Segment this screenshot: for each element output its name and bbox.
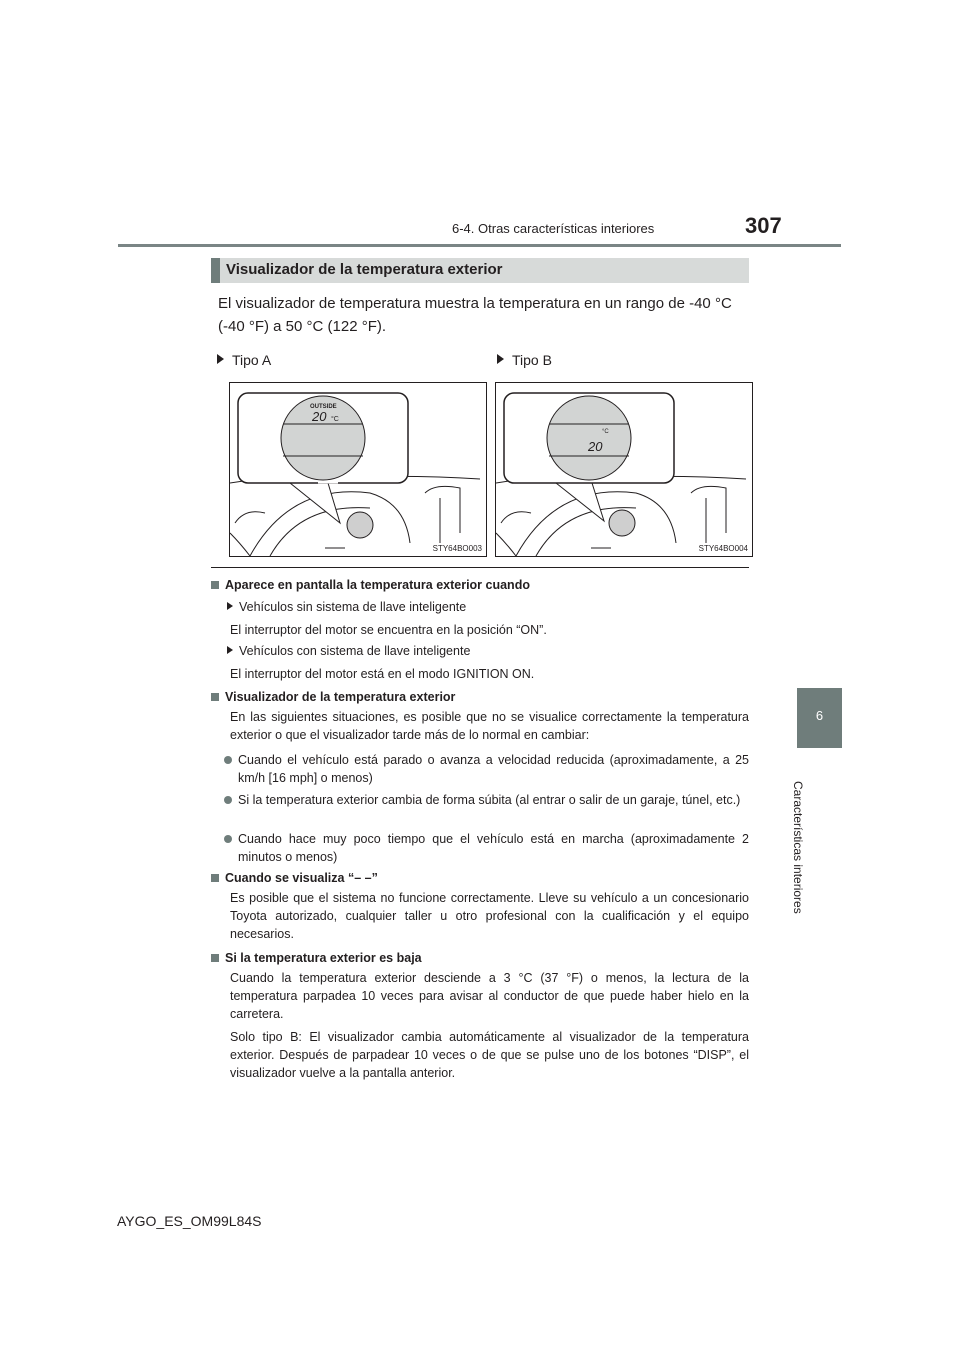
vehicle-type-text: Vehículos sin sistema de llave inteligente <box>239 600 467 614</box>
figure-type-a <box>229 382 487 557</box>
body-paragraph: Solo tipo B: El visualizador cambia automáticamente al visualizador de la temperatura exterior. Después de parpadear 10 veces o de que se pulse uno de los botones “DISP”, el visualizador vuelve a la pantalla anterior. <box>230 1030 749 1080</box>
body-block <box>211 889 749 945</box>
subsection-heading-text: Aparece en pantalla la temperatura exterior cuando <box>225 578 530 592</box>
section-title: Visualizador de la temperatura exterior <box>226 261 503 278</box>
body-block <box>211 1028 749 1084</box>
list-item <box>224 791 749 831</box>
round-bullet-icon <box>224 835 232 843</box>
list-item-text: Cuando hace muy poco tiempo que el vehículo está en marcha (aproximadamente 2 minutos o menos) <box>238 832 749 864</box>
section-title-bar <box>211 258 749 283</box>
list-item-text: Si la temperatura exterior cambia de forma súbita (al entrar o salir de un garaje, túnel, etc.) <box>238 793 741 807</box>
header-section-title: 6-4. Otras características interiores <box>452 221 655 236</box>
display-temperature-unit: °C <box>602 429 609 435</box>
subsection-heading <box>211 576 749 594</box>
dashboard-illustration-a <box>230 383 486 556</box>
body-paragraph: El interruptor del motor se encuentra en la posición “ON”. <box>230 623 547 637</box>
body-paragraph: Es posible que el sistema no funcione correctamente. Lleve su vehículo a un concesionario Toyota autorizado, cualquier taller u otro profesional con la cualificación y el equipo necesarios. <box>230 891 749 941</box>
round-bullet-icon <box>224 756 232 764</box>
figure-a-label <box>217 352 271 368</box>
list-item-text: Cuando el vehículo está parado o avanza a velocidad reducida (aproximadamente, a 25 km/h [16 mph] o menos) <box>238 753 749 785</box>
vehicle-type-label <box>227 598 765 616</box>
arrow-icon <box>217 354 224 364</box>
list-item <box>224 751 749 791</box>
page-number: 307 <box>745 213 782 238</box>
chapter-side-label <box>788 780 808 914</box>
body-paragraph: El interruptor del motor está en el modo IGNITION ON. <box>230 667 535 681</box>
footer-document-code: AYGO_ES_OM99L84S <box>117 1213 262 1229</box>
body-block <box>211 708 749 748</box>
subsection-heading <box>211 869 749 887</box>
subsection-heading-text: Si la temperatura exterior es baja <box>225 951 422 965</box>
section-title-accent <box>211 258 220 283</box>
figure-a-label-text: Tipo A <box>232 352 272 368</box>
dashboard-illustration-b <box>496 383 752 556</box>
figure-id: STY64BO003 <box>432 544 482 553</box>
list-item <box>224 830 749 870</box>
display-temperature-value: 20 <box>312 409 327 424</box>
body-paragraph: Cuando la temperatura exterior desciende a 3 °C (37 °F) o menos, la lectura de la temperatura parpadea 10 veces para avisar al conductor de que puede haber hielo en la carretera. <box>230 971 749 1021</box>
subsection-heading-text: Visualizador de la temperatura exterior <box>225 690 456 704</box>
display-temperature-value: 20 <box>588 439 603 454</box>
subsection-heading <box>211 949 749 967</box>
vehicle-type-label <box>227 642 765 660</box>
figure-b-label-text: Tipo B <box>512 352 552 368</box>
arrow-icon <box>227 646 233 654</box>
subsection-heading-text: Cuando se visualiza “– –” <box>225 871 378 885</box>
figure-b-label <box>497 352 552 368</box>
figure-id: STY64BO004 <box>698 544 748 553</box>
square-bullet-icon <box>211 874 219 882</box>
arrow-icon <box>227 602 233 610</box>
display-temperature-unit: °C <box>331 416 339 423</box>
square-bullet-icon <box>211 581 219 589</box>
square-bullet-icon <box>211 954 219 962</box>
intro-paragraph: El visualizador de temperatura muestra la temperatura en un rango de -40 °C (-40 °F) a 50 °C (122 °F). <box>218 295 732 335</box>
square-bullet-icon <box>211 693 219 701</box>
chapter-tab <box>797 688 842 748</box>
chapter-number: 6 <box>815 708 824 723</box>
chapter-label-text: Características interiores <box>791 781 805 914</box>
round-bullet-icon <box>224 796 232 804</box>
figure-type-b <box>495 382 753 557</box>
header-divider <box>118 244 841 247</box>
body-block <box>211 969 749 1025</box>
vehicle-type-text: Vehículos con sistema de llave inteligente <box>239 644 471 658</box>
figure-divider <box>211 567 749 568</box>
subsection-heading <box>211 688 749 706</box>
body-paragraph: En las siguientes situaciones, es posible que no se visualice correctamente la temperatura exterior o que el visualizador tarde más de lo normal en cambiar: <box>230 710 749 742</box>
display-header-text: OUTSIDE <box>310 404 337 410</box>
arrow-icon <box>497 354 504 364</box>
